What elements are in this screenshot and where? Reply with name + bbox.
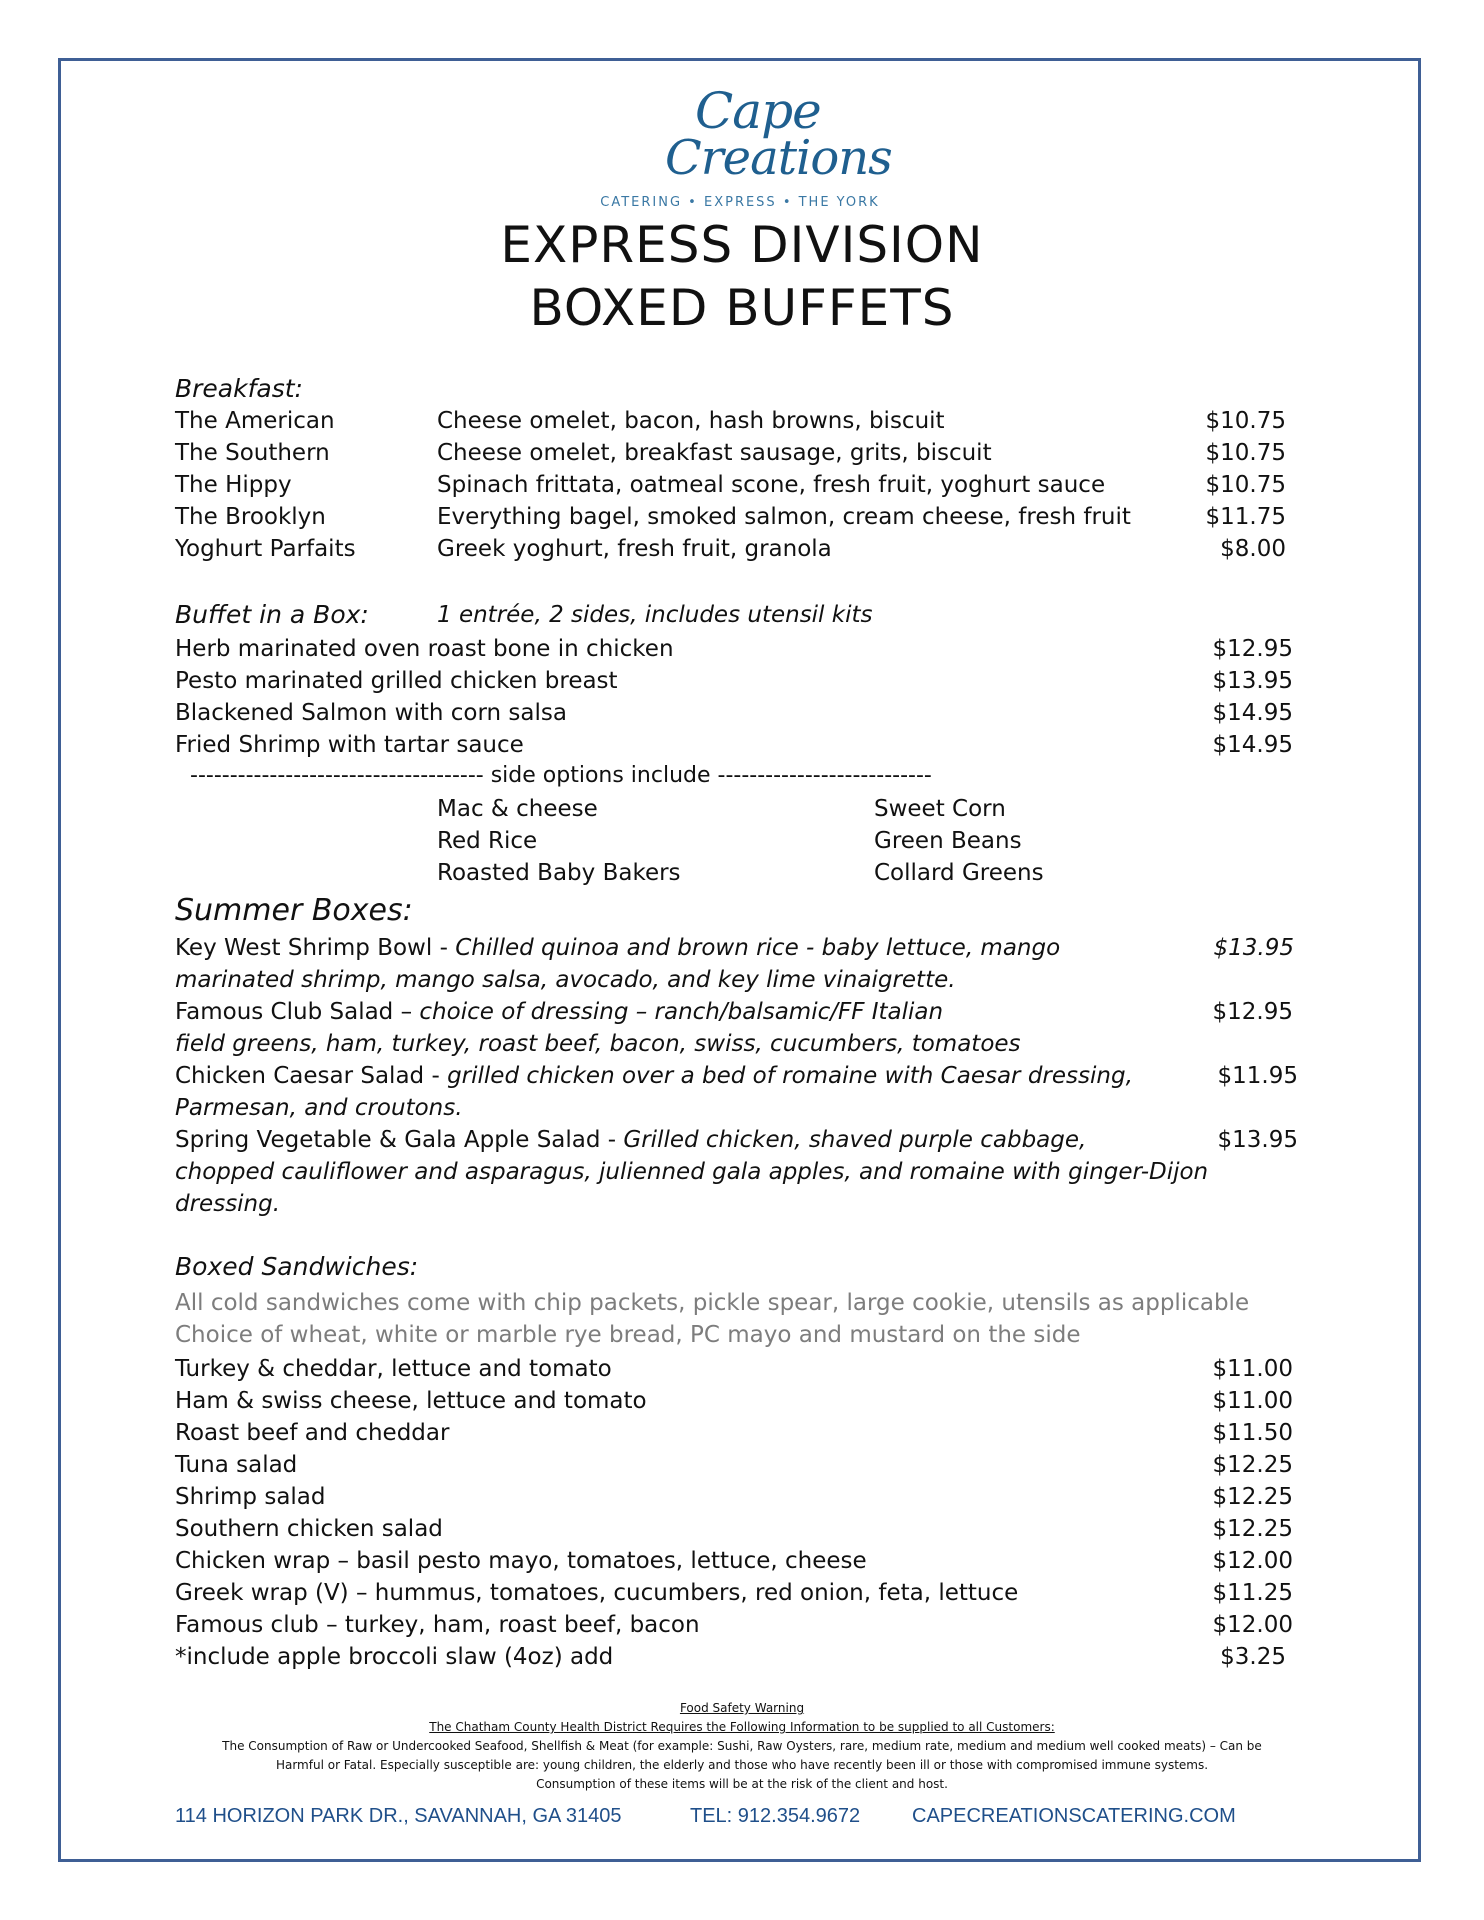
item-desc: Cheese omelet, breakfast sausage, grits, biscuit bbox=[437, 440, 992, 466]
page-subtitle: BOXED BUFFETS bbox=[529, 279, 955, 337]
item-price: $12.25 bbox=[1212, 1516, 1293, 1542]
item-price: $13.95 bbox=[1213, 935, 1294, 961]
side-option: Green Beans bbox=[874, 828, 1022, 854]
item-price: $11.00 bbox=[1212, 1356, 1293, 1382]
item-name: Chicken wrap – basil pesto mayo, tomatoes, lettuce, cheese bbox=[175, 1548, 867, 1574]
side-option: Red Rice bbox=[437, 828, 538, 854]
item-name: Greek wrap (V) – hummus, tomatoes, cucumbers, red onion, feta, lettuce bbox=[175, 1580, 1019, 1606]
item-price: $12.95 bbox=[1212, 999, 1293, 1025]
item-price: $12.25 bbox=[1212, 1484, 1293, 1510]
sandwiches-note: All cold sandwiches come with chip packets, pickle spear, large cookie, utensils as applicable bbox=[175, 1290, 1250, 1316]
item-price: $11.95 bbox=[1217, 1063, 1298, 1089]
item-price: $10.75 bbox=[1205, 440, 1286, 466]
item-desc: Everything bagel, smoked salmon, cream cheese, fresh fruit bbox=[437, 504, 1131, 530]
item-name: Yoghurt Parfaits bbox=[175, 536, 356, 562]
item-price: $11.75 bbox=[1205, 504, 1286, 530]
notice-subtitle: The Chatham County Health District Requires the Following Information to be supplied to all Customers: bbox=[429, 1720, 1055, 1734]
item-name: Pesto marinated grilled chicken breast bbox=[175, 668, 618, 694]
notice-line: The Consumption of Raw or Undercooked Seafood, Shellfish & Meat (for example: Sushi, Raw Oysters, rare, medium rate, medium and medium well cooked meats) – Can be bbox=[222, 1739, 1262, 1753]
item-price: $12.00 bbox=[1212, 1612, 1293, 1638]
sandwiches-note: Choice of wheat, white or marble rye bread, PC mayo and mustard on the side bbox=[175, 1322, 1081, 1348]
item-price: $11.00 bbox=[1212, 1388, 1293, 1414]
item-desc: Spinach frittata, oatmeal scone, fresh fruit, yoghurt sauce bbox=[437, 472, 1106, 498]
item-name: Key West Shrimp Bowl - bbox=[175, 935, 456, 961]
item-desc: Cheese omelet, bacon, hash browns, biscuit bbox=[437, 408, 945, 434]
item-name: Ham & swiss cheese, lettuce and tomato bbox=[175, 1388, 647, 1414]
item-name: Blackened Salmon with corn salsa bbox=[175, 700, 567, 726]
side-option: Collard Greens bbox=[874, 860, 1044, 886]
item-name: Famous club – turkey, ham, roast beef, bacon bbox=[175, 1612, 700, 1638]
side-options-divider: ------------------------------------- side options include --------------------------- bbox=[190, 763, 932, 788]
item-name: Roast beef and cheddar bbox=[175, 1420, 450, 1446]
item-name: Shrimp salad bbox=[175, 1484, 326, 1510]
item-name: The American bbox=[175, 408, 335, 434]
item-name: Spring Vegetable & Gala Apple Salad - bbox=[175, 1127, 624, 1153]
logo-tagline: CATERING • EXPRESS • THE YORK bbox=[600, 195, 880, 210]
item-desc: Greek yoghurt, fresh fruit, granola bbox=[437, 536, 832, 562]
item-price: $11.25 bbox=[1212, 1580, 1293, 1606]
notice-line: Consumption of these items will be at the risk of the client and host. bbox=[536, 1777, 948, 1791]
item-name: *include apple broccoli slaw (4oz) add bbox=[175, 1644, 614, 1670]
item-name: Tuna salad bbox=[175, 1452, 298, 1478]
breakfast-heading: Breakfast: bbox=[175, 374, 303, 403]
footer-website-link[interactable]: CAPECREATIONSCATERING.COM bbox=[912, 1805, 1236, 1827]
item-desc: Parmesan, and croutons. bbox=[175, 1095, 463, 1121]
item-name: The Southern bbox=[175, 440, 330, 466]
item-price: $12.00 bbox=[1212, 1548, 1293, 1574]
summer-heading: Summer Boxes: bbox=[175, 893, 413, 928]
item-name: Famous Club Salad – bbox=[175, 999, 420, 1025]
cape-creations-logo bbox=[560, 82, 920, 217]
side-option: Roasted Baby Bakers bbox=[437, 860, 681, 886]
item-price: $10.75 bbox=[1205, 472, 1286, 498]
item-price: $13.95 bbox=[1217, 1127, 1298, 1153]
item-desc: dressing. bbox=[175, 1191, 281, 1217]
item-price: $3.25 bbox=[1220, 1644, 1286, 1670]
notice-title: Food Safety Warning bbox=[679, 1701, 805, 1715]
footer-phone: TEL: 912.354.9672 bbox=[690, 1805, 861, 1827]
item-price: $8.00 bbox=[1220, 536, 1286, 562]
item-name: Southern chicken salad bbox=[175, 1516, 443, 1542]
side-option: Mac & cheese bbox=[437, 796, 598, 822]
item-name: Herb marinated oven roast bone in chicken bbox=[175, 636, 674, 662]
item-price: $13.95 bbox=[1212, 668, 1293, 694]
item-desc: Grilled chicken, shaved purple cabbage, bbox=[623, 1127, 1087, 1153]
item-desc: chopped cauliflower and asparagus, julienned gala apples, and romaine with ginger-Dijon bbox=[175, 1159, 1209, 1185]
item-desc: choice of dressing – ranch/balsamic/FF Italian bbox=[419, 999, 944, 1025]
item-name: Chicken Caesar Salad - bbox=[175, 1063, 448, 1089]
item-price: $11.50 bbox=[1212, 1420, 1293, 1446]
item-desc: marinated shrimp, mango salsa, avocado, and key lime vinaigrette. bbox=[175, 967, 956, 993]
item-name: Turkey & cheddar, lettuce and tomato bbox=[175, 1356, 612, 1382]
logo-creations-text: Creations bbox=[665, 130, 892, 186]
notice-line: Harmful or Fatal. Especially susceptible are: young children, the elderly and those who have recently been ill or those with compromised immune systems. bbox=[275, 1758, 1209, 1772]
item-desc: Chilled quinoa and brown rice - baby lettuce, mango bbox=[455, 935, 1061, 961]
item-name: The Brooklyn bbox=[175, 504, 326, 530]
item-price: $12.95 bbox=[1212, 636, 1293, 662]
item-price: $12.25 bbox=[1212, 1452, 1293, 1478]
logo-cape-text: Cape bbox=[695, 82, 821, 140]
item-price: $14.95 bbox=[1212, 732, 1293, 758]
item-desc: field greens, ham, turkey, roast beef, bacon, swiss, cucumbers, tomatoes bbox=[175, 1031, 1021, 1057]
buffet-subheading: 1 entrée, 2 sides, includes utensil kits bbox=[437, 602, 873, 628]
page-title: EXPRESS DIVISION bbox=[500, 216, 984, 274]
item-price: $14.95 bbox=[1212, 700, 1293, 726]
sandwiches-heading: Boxed Sandwiches: bbox=[175, 1252, 419, 1281]
footer-address: 114 HORIZON PARK DR., SAVANNAH, GA 31405 bbox=[175, 1805, 622, 1827]
item-price: $10.75 bbox=[1205, 408, 1286, 434]
buffet-heading: Buffet in a Box: bbox=[175, 600, 369, 629]
side-option: Sweet Corn bbox=[874, 796, 1006, 822]
item-desc: grilled chicken over a bed of romaine with Caesar dressing, bbox=[447, 1063, 1133, 1089]
item-name: Fried Shrimp with tartar sauce bbox=[175, 732, 524, 758]
item-name: The Hippy bbox=[175, 472, 292, 498]
